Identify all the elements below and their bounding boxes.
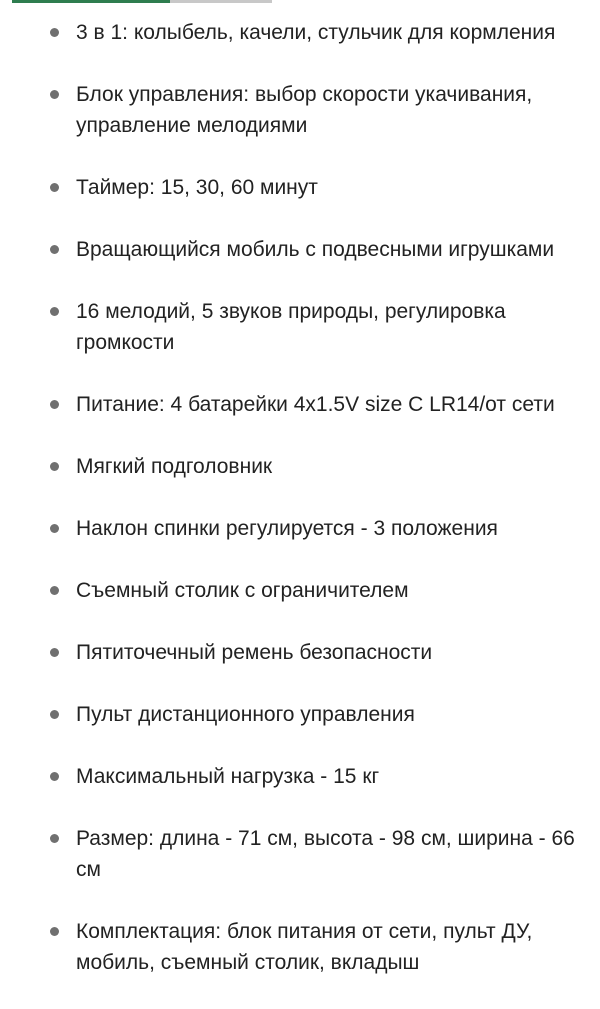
bullet-icon xyxy=(50,648,59,657)
bullet-icon xyxy=(50,462,59,471)
list-item xyxy=(0,916,600,978)
feature-text: Размер: длина - 71 см, высота - 98 см, ширина - 66 см xyxy=(76,827,575,881)
list-item xyxy=(0,79,600,141)
feature-text: Максимальный нагрузка - 15 кг xyxy=(76,765,380,788)
list-item xyxy=(0,823,600,885)
feature-text: Пятиточечный ремень безопасности xyxy=(76,641,433,664)
feature-text: 3 в 1: колыбель, качели, стульчик для кормления xyxy=(76,21,556,44)
bullet-icon xyxy=(50,307,59,316)
feature-text: Питание: 4 батарейки 4x1.5V size C LR14/от сети xyxy=(76,393,555,416)
bullet-icon xyxy=(50,28,59,37)
feature-text: Пульт дистанционного управления xyxy=(76,703,415,726)
feature-text: Мягкий подголовник xyxy=(76,455,273,478)
bullet-icon xyxy=(50,400,59,409)
feature-text: Наклон спинки регулируется - 3 положения xyxy=(76,517,498,540)
bullet-icon xyxy=(50,90,59,99)
tab-inactive-indicator xyxy=(170,0,272,3)
bullet-icon xyxy=(50,710,59,719)
list-item xyxy=(0,296,600,358)
list-item xyxy=(0,513,600,544)
list-item xyxy=(0,761,600,792)
list-item xyxy=(0,575,600,606)
tab-indicator-bar xyxy=(0,0,600,3)
feature-list xyxy=(0,17,600,1009)
list-item xyxy=(0,451,600,482)
list-item xyxy=(0,172,600,203)
bullet-icon xyxy=(50,772,59,781)
bullet-icon xyxy=(50,927,59,936)
list-item xyxy=(0,389,600,420)
bullet-icon xyxy=(50,524,59,533)
feature-text: Блок управления: выбор скорости укачивания, управление мелодиями xyxy=(76,83,533,137)
feature-text: Съемный столик с ограничителем xyxy=(76,579,409,602)
bullet-icon xyxy=(50,183,59,192)
feature-text: Комплектация: блок питания от сети, пульт ДУ, мобиль, съемный столик, вкладыш xyxy=(76,920,533,974)
list-item xyxy=(0,234,600,265)
list-item xyxy=(0,699,600,730)
list-item xyxy=(0,637,600,668)
feature-text: Вращающийся мобиль с подвесными игрушками xyxy=(76,238,555,261)
bullet-icon xyxy=(50,834,59,843)
feature-text: 16 мелодий, 5 звуков природы, регулировка громкости xyxy=(76,300,506,354)
list-item xyxy=(0,17,600,48)
bullet-icon xyxy=(50,245,59,254)
tab-active-indicator xyxy=(12,0,170,3)
bullet-icon xyxy=(50,586,59,595)
feature-text: Таймер: 15, 30, 60 минут xyxy=(76,176,318,199)
